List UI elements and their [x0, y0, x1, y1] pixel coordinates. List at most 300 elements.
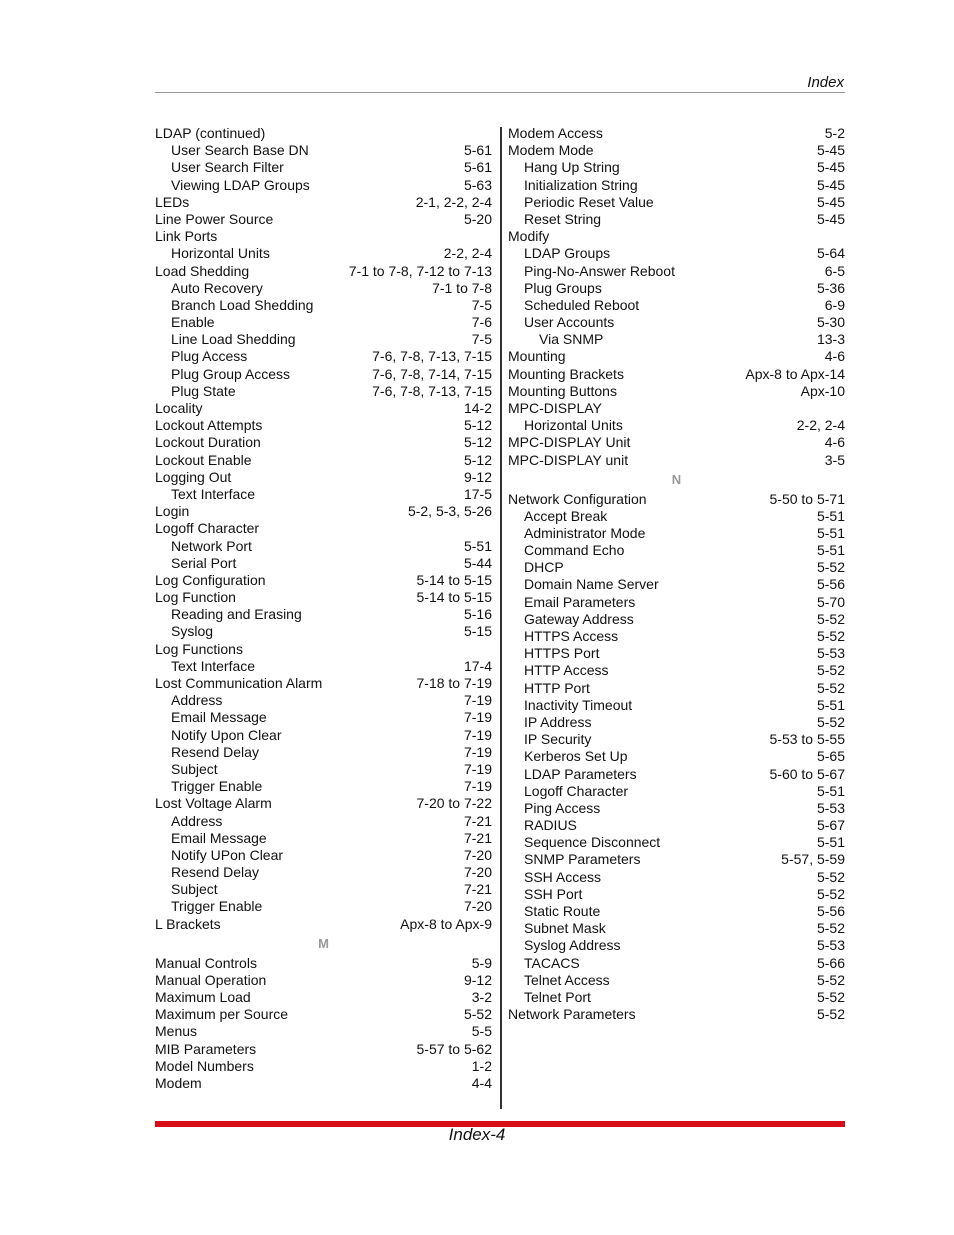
entry-pages: 7-20: [463, 846, 492, 863]
entry-term: Network Parameters: [508, 1006, 636, 1023]
index-entry: [508, 1006, 845, 1023]
index-entry: [155, 955, 492, 972]
entry-pages: 3-2: [471, 988, 492, 1005]
entry-term: MPC-DISPLAY Unit: [508, 434, 631, 451]
entry-pages: 5-52: [816, 920, 845, 937]
entry-term: SSH Port: [524, 885, 583, 902]
entry-term: Initialization String: [524, 176, 638, 193]
entry-pages: 7-5: [471, 296, 492, 313]
entry-term: Syslog Address: [524, 937, 621, 954]
index-subentry: [508, 628, 845, 645]
entry-term: Menus: [155, 1023, 198, 1040]
index-subentry: [155, 331, 492, 348]
index-subentry: [508, 783, 845, 800]
entry-term: User Search Base DN: [171, 142, 309, 159]
entry-term: Mounting: [508, 348, 566, 365]
index-subentry: [155, 159, 492, 176]
entry-term: Network Port: [171, 537, 252, 554]
index-entry: [508, 434, 845, 451]
index-subentry: [508, 611, 845, 628]
entry-term: Log Configuration: [155, 571, 266, 588]
page-number: Index-4: [448, 1125, 506, 1144]
index-entry: [508, 125, 845, 142]
index-subentry: [508, 314, 845, 331]
index-entry: [155, 228, 492, 245]
index-subentry: [155, 555, 492, 572]
entry-term: Subject: [171, 881, 218, 898]
entry-pages: 7-21: [463, 829, 492, 846]
entry-pages: 3-5: [824, 451, 845, 468]
entry-pages: 5-52: [463, 1006, 492, 1023]
entry-pages: 6-9: [824, 296, 845, 313]
entry-term: Plug State: [171, 382, 236, 399]
entry-term: Modem Access: [508, 125, 603, 141]
index-subentry: [508, 559, 845, 576]
entry-term: DHCP: [524, 559, 564, 576]
entry-pages: 7-19: [463, 778, 492, 795]
index-entry: [155, 1023, 492, 1040]
entry-pages: 5-53 to 5-55: [769, 731, 845, 748]
entry-pages: 5-53: [816, 645, 845, 662]
entry-term: LDAP (continued): [155, 125, 266, 141]
entry-pages: 2-2, 2-4: [796, 417, 845, 434]
entry-term: Locality: [155, 400, 203, 416]
entry-pages: 5-14 to 5-15: [416, 571, 492, 588]
entry-term: Modem Mode: [508, 142, 594, 159]
entry-term: LDAP Parameters: [524, 765, 637, 782]
entry-term: IP Security: [524, 731, 592, 748]
entry-term: Network Configuration: [508, 490, 647, 507]
index-subentry: [155, 898, 492, 915]
entry-term: Enable: [171, 314, 215, 331]
header-rule: [155, 92, 845, 93]
entry-term: Telnet Port: [524, 988, 591, 1005]
entry-pages: 7-20: [463, 898, 492, 915]
entry-term: L Brackets: [155, 915, 221, 932]
entry-pages: 5-45: [816, 210, 845, 227]
entry-term: Manual Operation: [155, 971, 267, 988]
index-subentry: [508, 817, 845, 834]
entry-term: Notify UPon Clear: [171, 846, 284, 863]
index-subentry: [508, 748, 845, 765]
column-divider: [500, 127, 502, 1109]
entry-term: Lost Voltage Alarm: [155, 795, 272, 812]
entry-term: Domain Name Server: [524, 576, 659, 593]
entry-pages: 5-52: [816, 610, 845, 627]
index-column-left: [155, 125, 492, 1092]
entry-term: Email Message: [171, 709, 267, 726]
entry-pages: 5-45: [816, 142, 845, 159]
index-entry: [155, 1006, 492, 1023]
entry-term: MPC-DISPLAY: [508, 400, 602, 416]
index-subentry: [155, 297, 492, 314]
entry-pages: 5-52: [816, 868, 845, 885]
entry-pages: 7-6: [471, 314, 492, 331]
entry-term: Static Route: [524, 903, 601, 920]
entry-term: Reset String: [524, 210, 602, 227]
entry-term: HTTPS Access: [524, 628, 619, 645]
entry-term: Mounting Buttons: [508, 382, 617, 399]
index-subentry: [508, 955, 845, 972]
entry-pages: 5-53: [816, 937, 845, 954]
entry-pages: 5-70: [816, 593, 845, 610]
index-entry: [155, 1041, 492, 1058]
index-subentry: [508, 662, 845, 679]
index-subentry: [508, 508, 845, 525]
entry-term: Modem: [155, 1074, 202, 1091]
index-subentry: [155, 830, 492, 847]
entry-term: Lockout Attempts: [155, 417, 263, 434]
entry-pages: 5-51: [463, 537, 492, 554]
index-entry: [155, 417, 492, 434]
entry-pages: 1-2: [471, 1057, 492, 1074]
index-entry: [508, 348, 845, 365]
index-entry: [155, 211, 492, 228]
entry-term: Horizontal Units: [524, 417, 623, 434]
entry-pages: 5-30: [816, 314, 845, 331]
index-subentry: [155, 280, 492, 297]
index-entry: [155, 434, 492, 451]
entry-pages: 5-51: [816, 507, 845, 524]
entry-pages: 5-52: [816, 662, 845, 679]
entry-pages: Apx-8 to Apx-9: [400, 915, 492, 932]
index-subentry: [508, 576, 845, 593]
index-subentry: [155, 847, 492, 864]
index-entry: [155, 641, 492, 658]
index-subentry: [508, 542, 845, 559]
index-entry: [155, 469, 492, 486]
entry-pages: 9-12: [463, 971, 492, 988]
entry-pages: 7-19: [463, 743, 492, 760]
index-entry: [155, 795, 492, 812]
index-subentry: [155, 692, 492, 709]
entry-pages: 5-12: [463, 434, 492, 451]
index-subentry: [155, 761, 492, 778]
entry-pages: 7-20 to 7-22: [416, 795, 492, 812]
index-entry: [155, 675, 492, 692]
entry-pages: 5-64: [816, 245, 845, 262]
section-letter: N: [671, 471, 682, 487]
entry-pages: 5-44: [463, 554, 492, 571]
index-subentry: [508, 645, 845, 662]
entry-pages: 5-52: [816, 1006, 845, 1023]
entry-term: Administrator Mode: [524, 524, 646, 541]
entry-pages: 7-1 to 7-8: [432, 279, 492, 296]
index-subentry: [155, 709, 492, 726]
entry-pages: Apx-8 to Apx-14: [745, 365, 845, 382]
index-subentry: [155, 744, 492, 761]
index-subentry: [155, 778, 492, 795]
index-entry: [155, 520, 492, 537]
entry-term: Ping Access: [524, 799, 601, 816]
index-subentry: [155, 366, 492, 383]
entry-term: Horizontal Units: [171, 245, 270, 262]
index-subentry: [508, 697, 845, 714]
entry-term: LDAP Groups: [524, 245, 611, 262]
entry-term: Line Load Shedding: [171, 331, 296, 348]
index-subentry: [508, 972, 845, 989]
entry-pages: 17-4: [463, 657, 492, 674]
index-entry: [508, 491, 845, 508]
index-entry: [155, 589, 492, 606]
entry-term: Logging Out: [155, 468, 232, 485]
entry-term: TACACS: [524, 954, 580, 971]
entry-term: Auto Recovery: [171, 279, 263, 296]
index-subentry: [508, 159, 845, 176]
entry-term: Load Shedding: [155, 262, 250, 279]
index-column-right: [508, 125, 845, 1023]
entry-pages: 5-52: [816, 628, 845, 645]
entry-term: Manual Controls: [155, 954, 257, 971]
entry-pages: 5-52: [816, 679, 845, 696]
entry-term: Lockout Enable: [155, 451, 252, 468]
entry-pages: 5-57, 5-59: [781, 851, 845, 868]
index-subentry: [508, 177, 845, 194]
entry-term: Mounting Brackets: [508, 365, 624, 382]
entry-pages: 7-1 to 7-8, 7-12 to 7-13: [348, 262, 492, 279]
index-subentry: [508, 680, 845, 697]
entry-pages: 5-51: [816, 834, 845, 851]
running-header: Index: [807, 74, 844, 91]
index-entry: [155, 263, 492, 280]
entry-pages: 5-53: [816, 799, 845, 816]
entry-term: Logoff Character: [524, 782, 629, 799]
entry-pages: 7-19: [463, 726, 492, 743]
entry-pages: 5-2, 5-3, 5-26: [407, 503, 492, 520]
entry-term: Address: [171, 692, 223, 709]
entry-pages: 5-2: [824, 125, 845, 141]
entry-term: Link Ports: [155, 228, 218, 245]
entry-pages: 5-12: [463, 451, 492, 468]
entry-term: Log Function: [155, 589, 236, 606]
index-entry: [508, 383, 845, 400]
entry-term: Trigger Enable: [171, 898, 263, 915]
entry-term: HTTP Port: [524, 679, 590, 696]
entry-term: Branch Load Shedding: [171, 296, 314, 313]
entry-term: Via SNMP: [539, 331, 604, 348]
entry-pages: 5-52: [816, 559, 845, 576]
entry-term: Email Parameters: [524, 593, 636, 610]
entry-term: Ping-No-Answer Reboot: [524, 262, 675, 279]
entry-pages: 5-65: [816, 748, 845, 765]
entry-term: Reading and Erasing: [171, 606, 302, 623]
entry-pages: 5-66: [816, 954, 845, 971]
entry-pages: 7-6, 7-8, 7-13, 7-15: [372, 382, 492, 399]
index-subentry: [508, 886, 845, 903]
entry-pages: 7-19: [463, 692, 492, 709]
entry-term: Lockout Duration: [155, 434, 261, 451]
index-subentry: [155, 623, 492, 640]
entry-pages: 5-45: [816, 193, 845, 210]
entry-pages: 5-16: [463, 606, 492, 623]
index-entry: [508, 400, 845, 417]
index-subentry: [155, 606, 492, 623]
index-subentry: [508, 766, 845, 783]
index-subentry: [155, 727, 492, 744]
entry-term: Lost Communication Alarm: [155, 675, 323, 691]
index-entry: [155, 572, 492, 589]
index-entry: [155, 125, 492, 142]
index-entry: [155, 972, 492, 989]
entry-term: Log Functions: [155, 640, 243, 657]
index-subentry: [508, 263, 845, 280]
entry-term: Resend Delay: [171, 743, 259, 760]
entry-pages: 5-61: [463, 142, 492, 159]
index-subentry: [155, 177, 492, 194]
entry-pages: 5-20: [463, 210, 492, 227]
index-subentry: [155, 142, 492, 159]
index-subentry: [508, 834, 845, 851]
index-subentry: [508, 714, 845, 731]
entry-term: Trigger Enable: [171, 778, 263, 795]
entry-term: Periodic Reset Value: [524, 193, 654, 210]
entry-pages: 7-21: [463, 812, 492, 829]
index-subentry: [508, 525, 845, 542]
entry-pages: 5-52: [816, 713, 845, 730]
index-entry: [508, 142, 845, 159]
index-subentry: [508, 280, 845, 297]
entry-term: Text Interface: [171, 657, 256, 674]
entry-pages: 4-4: [471, 1074, 492, 1091]
index-subentry: [508, 869, 845, 886]
entry-pages: 5-36: [816, 279, 845, 296]
entry-pages: 5-51: [816, 782, 845, 799]
entry-pages: 7-21: [463, 881, 492, 898]
entry-pages: 6-5: [824, 262, 845, 279]
index-entry: [155, 452, 492, 469]
entry-pages: 7-18 to 7-19: [416, 675, 492, 691]
index-subentry: [508, 594, 845, 611]
entry-term: Login: [155, 503, 190, 520]
entry-pages: 5-50 to 5-71: [769, 490, 845, 507]
index-subentry: [508, 417, 845, 434]
entry-pages: 5-60 to 5-67: [769, 765, 845, 782]
index-subentry: [508, 937, 845, 954]
index-subentry: [155, 314, 492, 331]
entry-pages: 5-52: [816, 885, 845, 902]
entry-term: Plug Group Access: [171, 365, 291, 382]
index-subentry: [155, 538, 492, 555]
index-subentry: [508, 851, 845, 868]
entry-term: HTTPS Port: [524, 645, 600, 662]
entry-pages: 5-63: [463, 176, 492, 193]
entry-pages: 4-6: [824, 348, 845, 365]
index-entry: [155, 1058, 492, 1075]
entry-term: Sequence Disconnect: [524, 834, 661, 851]
index-subentry: [508, 331, 845, 348]
entry-term: Hang Up String: [524, 159, 620, 176]
index-subentry: [508, 245, 845, 262]
entry-term: Command Echo: [524, 542, 625, 559]
entry-term: User Search Filter: [171, 159, 284, 176]
index-subentry: [508, 800, 845, 817]
entry-term: Telnet Access: [524, 971, 610, 988]
entry-term: Gateway Address: [524, 610, 634, 627]
index-subentry: [155, 348, 492, 365]
entry-term: Viewing LDAP Groups: [171, 176, 310, 193]
entry-pages: 5-51: [816, 542, 845, 559]
entry-term: Text Interface: [171, 485, 256, 502]
entry-term: SSH Access: [524, 868, 602, 885]
index-entry: [155, 400, 492, 417]
index-subentry: [155, 813, 492, 830]
entry-term: Address: [171, 812, 223, 829]
entry-term: Kerberos Set Up: [524, 748, 628, 765]
index-subentry: [508, 194, 845, 211]
entry-pages: 5-51: [816, 696, 845, 713]
entry-pages: 7-5: [471, 331, 492, 348]
entry-term: Plug Groups: [524, 279, 602, 296]
index-entry: [508, 366, 845, 383]
entry-term: Model Numbers: [155, 1057, 254, 1074]
entry-term: SNMP Parameters: [524, 851, 641, 868]
entry-pages: 9-12: [463, 468, 492, 485]
entry-pages: 5-5: [471, 1023, 492, 1040]
index-entry: [155, 194, 492, 211]
entry-pages: 7-19: [463, 760, 492, 777]
entry-term: LEDs: [155, 193, 190, 210]
entry-term: Accept Break: [524, 507, 608, 524]
section-letter: M: [318, 935, 329, 951]
entry-pages: 5-52: [816, 971, 845, 988]
entry-term: Inactivity Timeout: [524, 696, 633, 713]
index-subentry: [508, 211, 845, 228]
entry-term: Modify: [508, 228, 550, 245]
index-entry: [508, 228, 845, 245]
index-entry: [155, 916, 492, 933]
entry-term: RADIUS: [524, 817, 577, 834]
entry-pages: 5-56: [816, 903, 845, 920]
entry-term: Serial Port: [171, 554, 237, 571]
entry-pages: 2-2, 2-4: [443, 245, 492, 262]
entry-pages: 5-9: [471, 954, 492, 971]
entry-term: MIB Parameters: [155, 1040, 257, 1057]
index-subentry: [155, 658, 492, 675]
entry-term: HTTP Access: [524, 662, 609, 679]
entry-term: Line Power Source: [155, 210, 274, 227]
entry-pages: 7-6, 7-8, 7-13, 7-15: [372, 348, 492, 365]
entry-term: Scheduled Reboot: [524, 296, 640, 313]
entry-pages: 5-52: [816, 988, 845, 1005]
index-subentry: [508, 989, 845, 1006]
entry-term: Resend Delay: [171, 864, 259, 881]
entry-pages: Apx-10: [800, 382, 845, 399]
entry-pages: 5-12: [463, 417, 492, 434]
entry-pages: 2-1, 2-2, 2-4: [415, 193, 492, 210]
entry-pages: 5-67: [816, 817, 845, 834]
entry-pages: 5-61: [463, 159, 492, 176]
entry-pages: 5-45: [816, 176, 845, 193]
entry-pages: 5-57 to 5-62: [416, 1040, 492, 1057]
entry-term: Email Message: [171, 829, 267, 846]
index-subentry: [508, 903, 845, 920]
entry-pages: 5-56: [816, 576, 845, 593]
index-subentry: [155, 383, 492, 400]
entry-pages: 5-15: [463, 623, 492, 640]
entry-term: MPC-DISPLAY unit: [508, 451, 629, 468]
index-subentry: [508, 297, 845, 314]
index-entry: [508, 452, 845, 469]
entry-pages: 5-51: [816, 524, 845, 541]
entry-term: Logoff Character: [155, 520, 260, 537]
entry-term: Subnet Mask: [524, 920, 606, 937]
entry-term: Syslog: [171, 623, 214, 640]
entry-pages: 4-6: [824, 434, 845, 451]
entry-pages: 14-2: [463, 400, 492, 416]
index-entry: [155, 1075, 492, 1092]
index-entry: [155, 989, 492, 1006]
index-subentry: [155, 486, 492, 503]
